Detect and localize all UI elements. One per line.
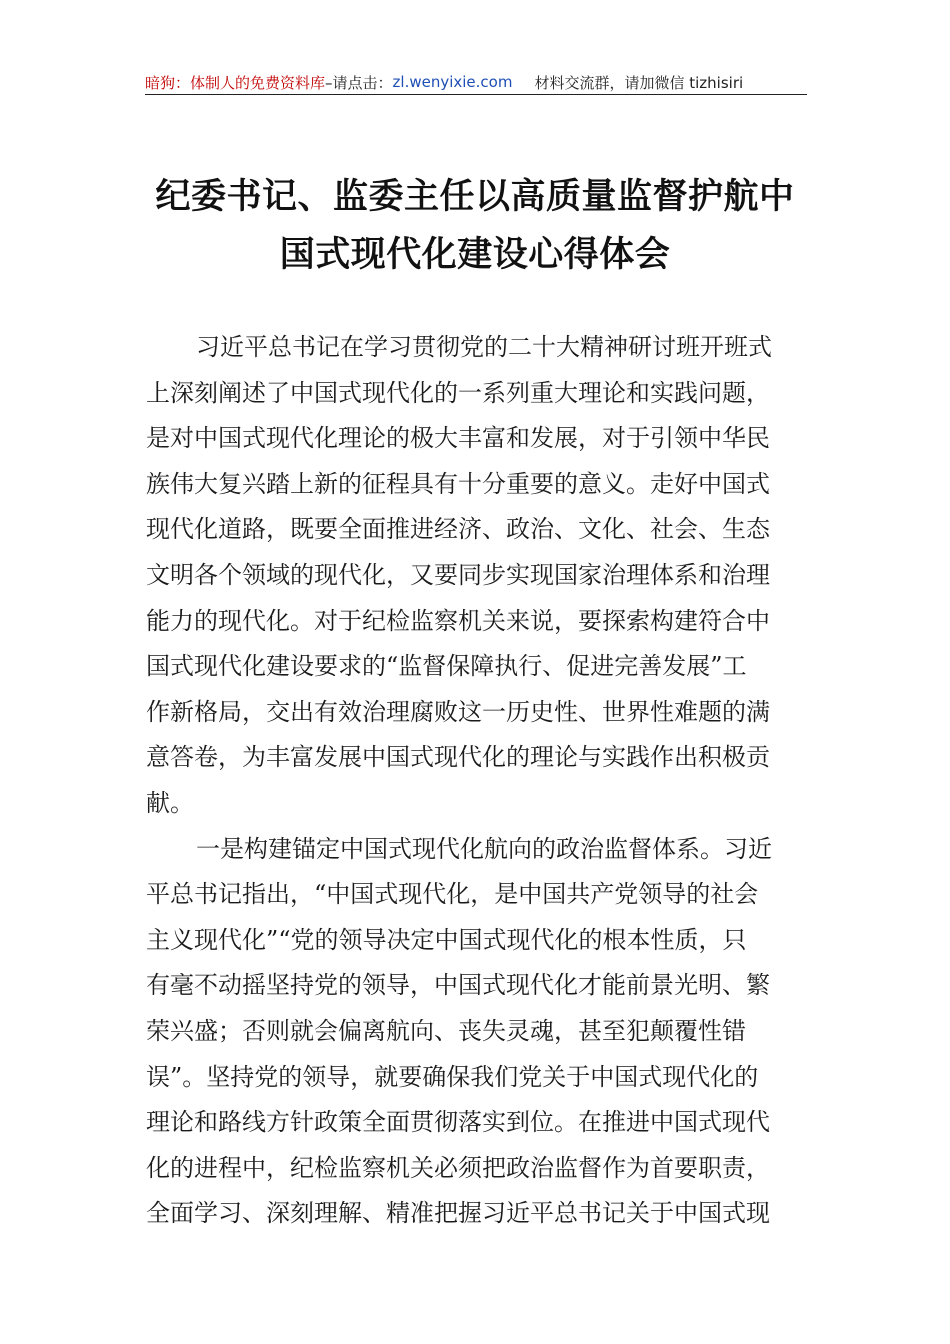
header-link[interactable]: zl.wenyixie.com bbox=[392, 73, 513, 91]
body-line: 有毫不动摇坚持党的领导，中国式现代化才能前景光明、繁 bbox=[146, 971, 770, 1000]
body-line: 国式现代化建设要求的“监督保障执行、促进完善发展”工 bbox=[146, 652, 747, 681]
body-line: 误”。坚持党的领导，就要确保我们党关于中国式现代化的 bbox=[146, 1062, 759, 1091]
header-brand: 暗狗：体制人的免费资料库 bbox=[145, 73, 326, 92]
body-line: 是对中国式现代化理论的极大丰富和发展，对于引领中华民 bbox=[146, 424, 770, 453]
body-line: 族伟大复兴踏上新的征程具有十分重要的意义。走好中国式 bbox=[146, 469, 770, 498]
body-line: 献。 bbox=[146, 788, 194, 817]
body-line: 主义现代化”“党的领导决定中国式现代化的根本性质，只 bbox=[146, 925, 747, 954]
body-line: 荣兴盛；否则就会偏离航向、丧失灵魂，甚至犯颠覆性错 bbox=[146, 1016, 746, 1045]
title-line-1: 纪委书记、监委主任以高质量监督护航中 bbox=[155, 176, 795, 217]
body-line: 平总书记指出，“中国式现代化，是中国共产党领导的社会 bbox=[146, 880, 759, 909]
header-bar bbox=[145, 70, 807, 95]
title-line-2: 国式现代化建设心得体会 bbox=[279, 234, 671, 275]
header-group-info: 材料交流群，请加微信 tizhisiri bbox=[534, 73, 744, 92]
body-line: 文明各个领域的现代化，又要同步实现国家治理体系和治理 bbox=[146, 560, 770, 589]
body-line: 一是构建锚定中国式现代化航向的政治监督体系。习近 bbox=[196, 834, 772, 863]
document-body bbox=[146, 325, 806, 1237]
body-line: 习近平总书记在学习贯彻党的二十大精神研讨班开班式 bbox=[196, 333, 772, 361]
body-line: 上深刻阐述了中国式现代化的一系列重大理论和实践问题， bbox=[146, 378, 770, 407]
body-line: 化的进程中，纪检监察机关必须把政治监督作为首要职责， bbox=[146, 1153, 770, 1182]
header-prompt: –请点击： bbox=[325, 73, 393, 92]
document-title bbox=[100, 168, 850, 284]
body-line: 理论和路线方针政策全面贯彻落实到位。在推进中国式现代 bbox=[146, 1108, 770, 1137]
body-line: 全面学习、深刻理解、精准把握习近平总书记关于中国式现 bbox=[146, 1199, 770, 1228]
body-line: 能力的现代化。对于纪检监察机关来说，要探索构建符合中 bbox=[146, 606, 770, 635]
body-line: 作新格局，交出有效治理腐败这一历史性、世界性难题的满 bbox=[146, 697, 770, 726]
body-line: 现代化道路，既要全面推进经济、政治、文化、社会、生态 bbox=[146, 515, 770, 544]
body-line: 意答卷，为丰富发展中国式现代化的理论与实践作出积极贡 bbox=[146, 743, 770, 772]
